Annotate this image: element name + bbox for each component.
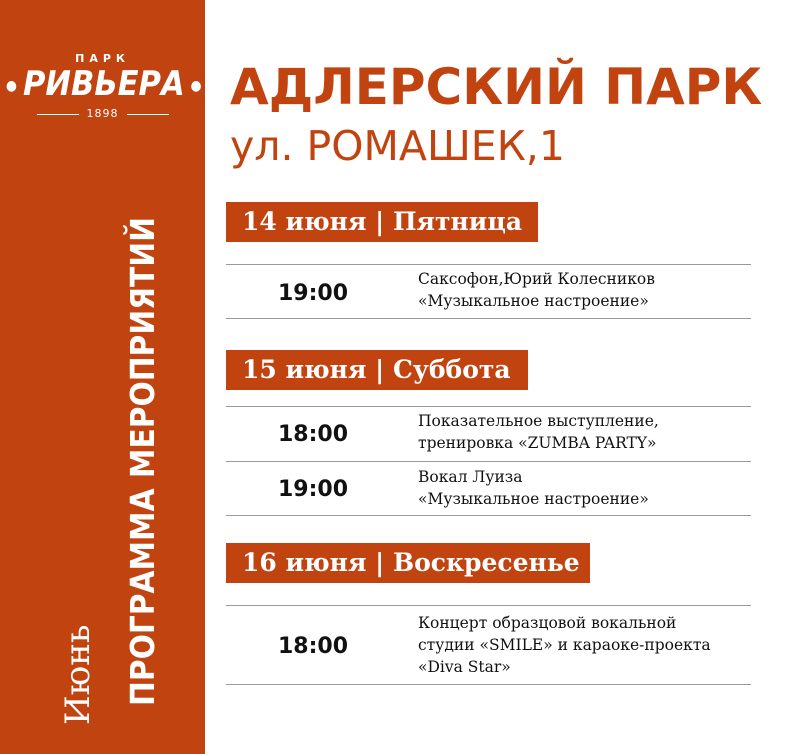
divider xyxy=(226,318,751,319)
park-logo xyxy=(0,52,205,120)
month-label: Июнь xyxy=(58,624,98,725)
divider xyxy=(226,461,751,462)
day-badge: 15 июня | Суббота xyxy=(226,350,528,390)
logo-year: 1898 xyxy=(0,107,205,120)
event-description: Концерт образцовой вокальной студии «SMILE» и караоке-проекта «Diva Star» xyxy=(418,614,711,676)
logo-main-text: ● РИВЬЕРА ● xyxy=(6,64,202,104)
event-time: 19:00 xyxy=(278,281,349,306)
divider xyxy=(226,264,751,265)
venue-title: АДЛЕРСКИЙ ПАРК xyxy=(230,58,763,116)
event-time: 18:00 xyxy=(278,422,349,447)
day-badge: 14 июня | Пятница xyxy=(226,202,538,242)
event-description: Вокал Луиза «Музыкальное настроение» xyxy=(418,468,649,508)
program-title: ПРОГРАММА МЕРОПРИЯТИЙ xyxy=(123,217,162,706)
event-description: Саксофон,Юрий Колесников «Музыкальное настроение» xyxy=(418,270,655,310)
divider xyxy=(226,515,751,516)
event-time: 19:00 xyxy=(278,477,349,502)
sidebar-panel xyxy=(0,0,205,754)
event-time: 18:00 xyxy=(278,634,349,659)
venue-address: ул. РОМАШЕК,1 xyxy=(230,122,565,170)
logo-top-text: ПАРК xyxy=(75,52,130,65)
day-badge: 16 июня | Воскресенье xyxy=(226,543,590,583)
divider xyxy=(226,605,751,606)
event-description: Показательное выступление, тренировка «ZUMBA PARTY» xyxy=(418,412,659,452)
divider xyxy=(226,406,751,407)
divider xyxy=(226,684,751,685)
